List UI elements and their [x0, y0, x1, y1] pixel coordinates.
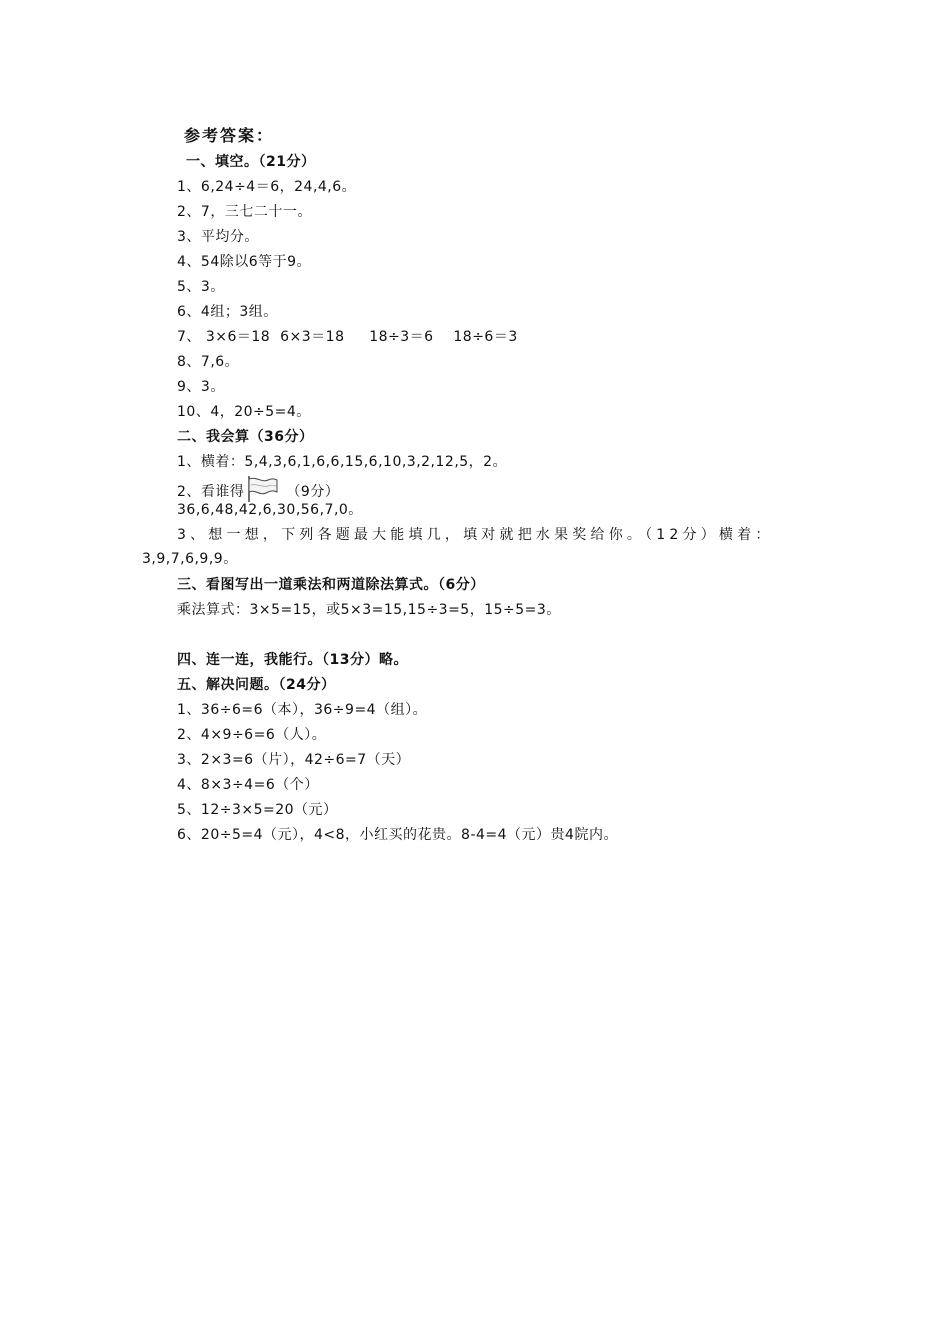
- s1-item-9: 9、3。: [177, 379, 225, 395]
- s2-item-2-answers: 36,6,48,42,6,30,56,7,0。: [177, 502, 363, 518]
- s5-item-2: 2、4×9÷6=6（人）。: [177, 727, 327, 743]
- s1-item-5: 5、3。: [177, 279, 225, 295]
- s1-item-7: 7、 3×6＝18 6×3＝18 18÷3＝6 18÷6＝3: [177, 329, 518, 345]
- s1-item-3: 3、平均分。: [177, 229, 259, 245]
- section3-heading: 三、看图写出一道乘法和两道除法算式。（6分）: [177, 577, 485, 593]
- s1-item-2: 2、7，三七二十一。: [177, 204, 312, 220]
- s5-item-5: 5、12÷3×5=20（元）: [177, 802, 338, 818]
- s5-item-3: 3、2×3=6（片），42÷6=7（天）: [177, 752, 411, 768]
- s1-item-8: 8、7,6。: [177, 354, 240, 370]
- s5-item-6: 6、20÷5=4（元），4<8，小红买的花贵。8-4=4（元）贵4院内。: [177, 827, 618, 843]
- section1-heading: 一、填空。（21分）: [186, 154, 316, 170]
- s2-item-2-prefix: 2、看谁得: [177, 484, 245, 500]
- s2-item-3-line1: 3、想一想，下列各题最大能填几，填对就把水果奖给你。（12分）横着：: [177, 527, 774, 543]
- s5-item-4: 4、8×3÷4=6（个）: [177, 777, 319, 793]
- s2-item-3-line2: 3,9,7,6,9,9。: [142, 551, 238, 567]
- section2-heading: 二、我会算（36分）: [177, 429, 314, 445]
- s1-item-10: 10、4，20÷5=4。: [177, 404, 311, 420]
- section5-heading: 五、解决问题。（24分）: [177, 677, 336, 693]
- section4-heading: 四、连一连，我能行。（13分）略。: [177, 652, 408, 668]
- s5-item-1: 1、36÷6=6（本），36÷9=4（组）。: [177, 702, 428, 718]
- s2-item-2-suffix: （9分）: [286, 484, 340, 500]
- s1-item-6: 6、4组；3组。: [177, 304, 278, 320]
- s1-item-4: 4、54除以6等于9。: [177, 254, 312, 270]
- s1-item-1: 1、6,24÷4＝6，24,4,6。: [177, 179, 357, 195]
- s3-answer: 乘法算式：3×5=15，或5×3=15,15÷3=5，15÷5=3。: [177, 602, 561, 618]
- page-title: 参考答案：: [184, 126, 275, 145]
- s2-item-1: 1、横着：5,4,3,6,1,6,6,15,6,10,3,2,12,5，2。: [177, 454, 508, 470]
